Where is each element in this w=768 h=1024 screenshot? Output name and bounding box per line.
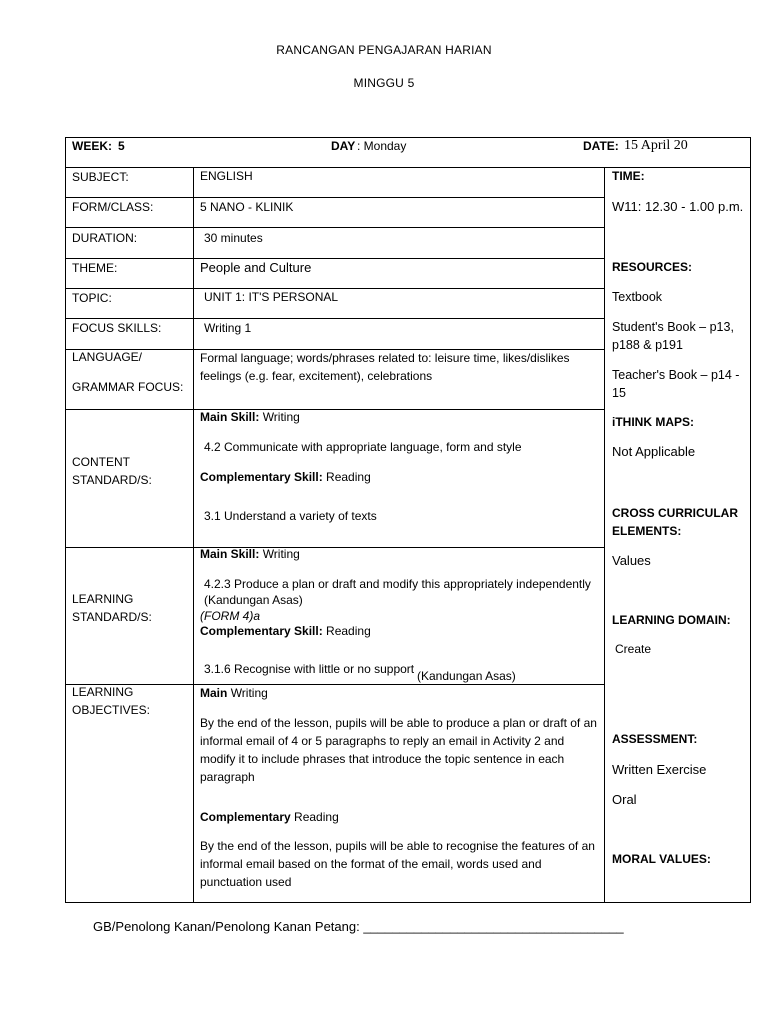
day-label: DAY bbox=[331, 139, 356, 153]
assessment-written: Written Exercise bbox=[612, 762, 707, 777]
signature-line: GB/Penolong Kanan/Penolong Kanan Petang: ____________________________________ bbox=[93, 919, 624, 934]
learning-domain-label: LEARNING DOMAIN: bbox=[612, 613, 731, 627]
learning-main-skill bbox=[200, 546, 300, 563]
learning-comp-note: (Kandungan Asas) bbox=[417, 669, 516, 683]
language-value: Formal language; words/phrases related to: leisure time, likes/dislikes feelings (e.g. fear, excitement), celebrations bbox=[200, 351, 570, 383]
learning-comp-skill bbox=[200, 623, 371, 640]
cross-curricular-value: Values bbox=[612, 553, 651, 568]
day-value: : Monday bbox=[357, 139, 407, 153]
resource-textbook: Textbook bbox=[612, 290, 663, 304]
objectives-label-2: OBJECTIVES: bbox=[72, 703, 151, 717]
objectives-comp-value: Reading bbox=[294, 810, 339, 824]
theme-label: THEME: bbox=[72, 261, 118, 275]
week-label: WEEK: bbox=[72, 139, 112, 153]
learning-main-standard: 4.2.3 Produce a plan or draft and modify this appropriately independently bbox=[204, 577, 591, 591]
duration-label: DURATION: bbox=[72, 231, 138, 245]
content-main-standard: 4.2 Communicate with appropriate language, form and style bbox=[204, 440, 522, 454]
resource-students-book: Student's Book – p13, p188 & p191 bbox=[612, 320, 734, 352]
date-value: 15 April 20 bbox=[624, 138, 688, 153]
week-heading: MINGGU 5 bbox=[353, 76, 415, 90]
learning-comp-skill-label: Complementary Skill: bbox=[200, 624, 323, 638]
date-label: DATE: bbox=[583, 139, 619, 153]
time-value: W11: 12.30 - 1.00 p.m. bbox=[612, 199, 744, 214]
topic-label: TOPIC: bbox=[72, 291, 112, 305]
ithink-value: Not Applicable bbox=[612, 444, 696, 459]
lesson-plan-table bbox=[65, 137, 751, 903]
content-comp-skill-label: Complementary Skill: bbox=[200, 470, 323, 484]
content-main-skill bbox=[200, 409, 300, 426]
resources-label: RESOURCES: bbox=[612, 260, 693, 274]
column-divider-labels bbox=[193, 167, 194, 903]
row-divider-content bbox=[66, 547, 604, 548]
topic-value: UNIT 1: IT'S PERSONAL bbox=[204, 290, 339, 304]
subject-value: ENGLISH bbox=[200, 169, 253, 183]
objectives-comp bbox=[200, 809, 339, 826]
content-comp-skill-value: Reading bbox=[326, 470, 371, 484]
row-divider-topic bbox=[66, 318, 604, 319]
learning-comp-standard: 3.1.6 Recognise with little or no support bbox=[204, 662, 415, 676]
row-divider-learning bbox=[66, 684, 604, 685]
objectives-main-label: Main bbox=[200, 686, 228, 700]
objectives-main-value: Writing bbox=[230, 686, 268, 700]
content-comp-skill bbox=[200, 469, 371, 486]
objectives-comp-label: Complementary bbox=[200, 810, 291, 824]
row-divider-language bbox=[66, 409, 604, 410]
focus-skills-value: Writing 1 bbox=[204, 321, 252, 335]
row-divider-theme bbox=[66, 288, 604, 289]
objectives-comp-text: By the end of the lesson, pupils will be able to recognise the features of an informal email based on the format of the email, words used and punctuation used bbox=[200, 839, 595, 889]
resource-teachers-book: Teacher's Book – p14 - 15 bbox=[612, 368, 740, 400]
row-divider-header bbox=[66, 167, 750, 168]
theme-value: People and Culture bbox=[200, 260, 312, 275]
row-divider-form bbox=[66, 227, 604, 228]
learning-comp-skill-value: Reading bbox=[326, 624, 371, 638]
content-standard-label: STANDARD/S: bbox=[72, 473, 152, 487]
ithink-label: iTHINK MAPS: bbox=[612, 415, 694, 429]
form-label: FORM/CLASS: bbox=[72, 200, 154, 214]
learning-standard-label: STANDARD/S: bbox=[72, 610, 152, 624]
assessment-label: ASSESSMENT: bbox=[612, 732, 698, 746]
objectives-main bbox=[200, 685, 272, 702]
learning-main-skill-label: Main Skill: bbox=[200, 547, 260, 561]
language-label: LANGUAGE/ bbox=[72, 350, 143, 364]
learning-label: LEARNING bbox=[72, 592, 134, 606]
learning-main-skill-value: Writing bbox=[262, 547, 300, 561]
learning-main-note: (Kandungan Asas) bbox=[204, 593, 303, 607]
column-divider-side bbox=[604, 167, 605, 903]
focus-skills-label: FOCUS SKILLS: bbox=[72, 321, 162, 335]
content-label: CONTENT bbox=[72, 455, 130, 469]
subject-label: SUBJECT: bbox=[72, 170, 129, 184]
moral-values-label: MORAL VALUES: bbox=[612, 852, 711, 866]
content-main-skill-value: Writing bbox=[262, 410, 300, 424]
objectives-main-text: By the end of the lesson, pupils will be able to produce a plan or draft of an informal email of 4 or 5 paragraphs to reply an email in Activity 2 and modify it to include phrases that introduce the topic sentence in each paragraph bbox=[200, 716, 597, 784]
content-main-skill-label: Main Skill: bbox=[200, 410, 260, 424]
grammar-focus-label: GRAMMAR FOCUS: bbox=[72, 380, 184, 394]
learning-domain-value: Create bbox=[615, 642, 652, 656]
learning-main-form: (FORM 4)a bbox=[200, 609, 260, 623]
row-divider-subject bbox=[66, 197, 604, 198]
document-title: RANCANGAN PENGAJARAN HARIAN bbox=[276, 43, 492, 57]
form-value: 5 NANO - KLINIK bbox=[200, 200, 294, 214]
week-value: 5 bbox=[118, 139, 125, 153]
content-comp-standard: 3.1 Understand a variety of texts bbox=[204, 509, 377, 523]
duration-value: 30 minutes bbox=[204, 231, 263, 245]
assessment-oral: Oral bbox=[612, 792, 637, 807]
cross-curricular-label: CROSS CURRICULAR ELEMENTS: bbox=[612, 506, 738, 538]
row-divider-duration bbox=[66, 258, 604, 259]
objectives-label: LEARNING bbox=[72, 685, 134, 699]
time-label: TIME: bbox=[612, 169, 645, 183]
